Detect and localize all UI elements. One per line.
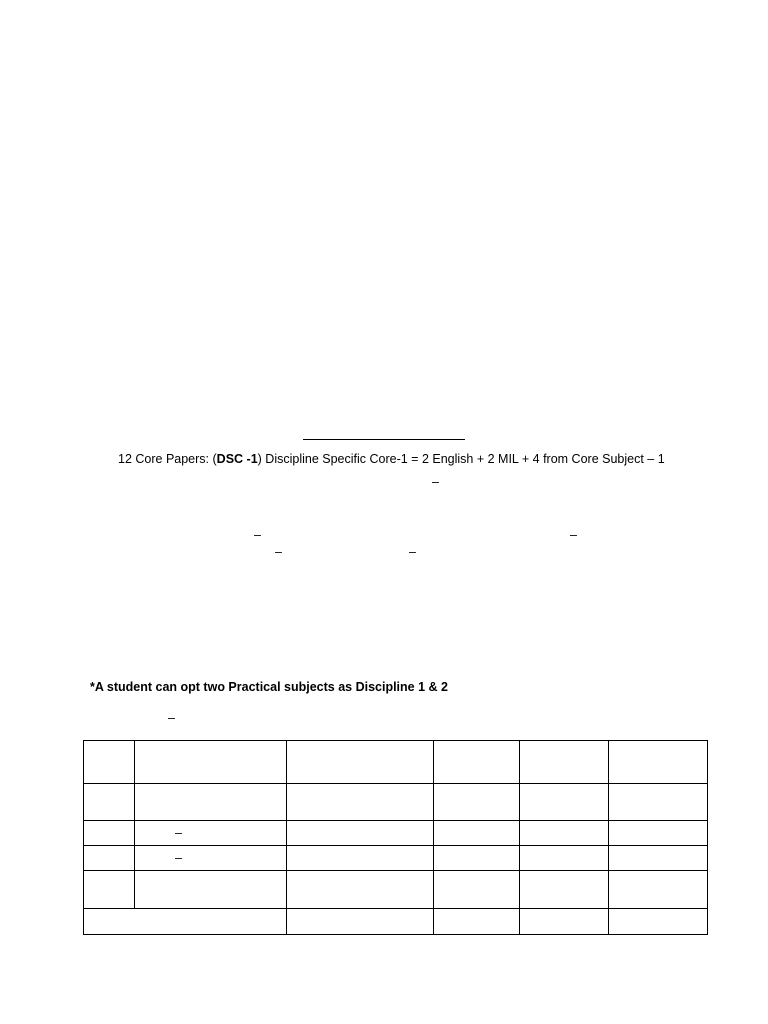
core-papers-rest: ) Discipline Specific Core-1 = 2 English + 2 MIL + 4 from Core Subject – 1 <box>257 452 665 466</box>
table-cell <box>520 821 609 846</box>
table-cell <box>609 741 708 784</box>
table-cell-dash: – <box>135 846 287 871</box>
table-row <box>84 871 708 909</box>
heading-underline <box>303 439 465 440</box>
table-cell <box>609 846 708 871</box>
dash-mark: – <box>254 528 261 542</box>
course-table <box>83 740 708 935</box>
table-cell <box>287 871 434 909</box>
table-row <box>84 741 708 784</box>
table-cell <box>520 871 609 909</box>
table-cell <box>84 741 135 784</box>
table-cell <box>84 821 135 846</box>
dash-mark: – <box>168 711 175 725</box>
table-cell <box>84 846 135 871</box>
table-cell <box>84 909 287 935</box>
table-cell <box>84 871 135 909</box>
table-cell <box>609 871 708 909</box>
table-cell <box>135 741 287 784</box>
table-row <box>84 909 708 935</box>
table-cell-dash: – <box>135 821 287 846</box>
table-cell <box>287 846 434 871</box>
core-papers-line <box>118 452 665 466</box>
table-cell <box>520 909 609 935</box>
core-papers-prefix: 12 Core Papers: ( <box>118 452 217 466</box>
table-cell <box>520 741 609 784</box>
table-cell <box>609 909 708 935</box>
table-cell <box>434 821 520 846</box>
table-cell <box>434 784 520 821</box>
table-cell <box>609 784 708 821</box>
practical-subjects-note: *A student can opt two Practical subjects as Discipline 1 & 2 <box>90 680 448 694</box>
table-cell <box>434 741 520 784</box>
table-cell <box>434 871 520 909</box>
table-cell <box>434 846 520 871</box>
table-cell <box>135 784 287 821</box>
dsc-label: DSC -1 <box>216 452 258 466</box>
table-row <box>84 846 708 871</box>
dash-mark: – <box>570 528 577 542</box>
table-cell <box>135 871 287 909</box>
dash-mark: – <box>275 545 282 559</box>
table-cell <box>520 846 609 871</box>
dash-mark: – <box>409 545 416 559</box>
table-cell <box>287 741 434 784</box>
table-cell <box>287 784 434 821</box>
table-cell <box>609 821 708 846</box>
table-cell <box>84 784 135 821</box>
table-cell <box>287 821 434 846</box>
table-cell <box>287 909 434 935</box>
dash-mark: – <box>432 475 439 489</box>
table-row <box>84 784 708 821</box>
table-cell <box>434 909 520 935</box>
table-cell <box>520 784 609 821</box>
table-row <box>84 821 708 846</box>
